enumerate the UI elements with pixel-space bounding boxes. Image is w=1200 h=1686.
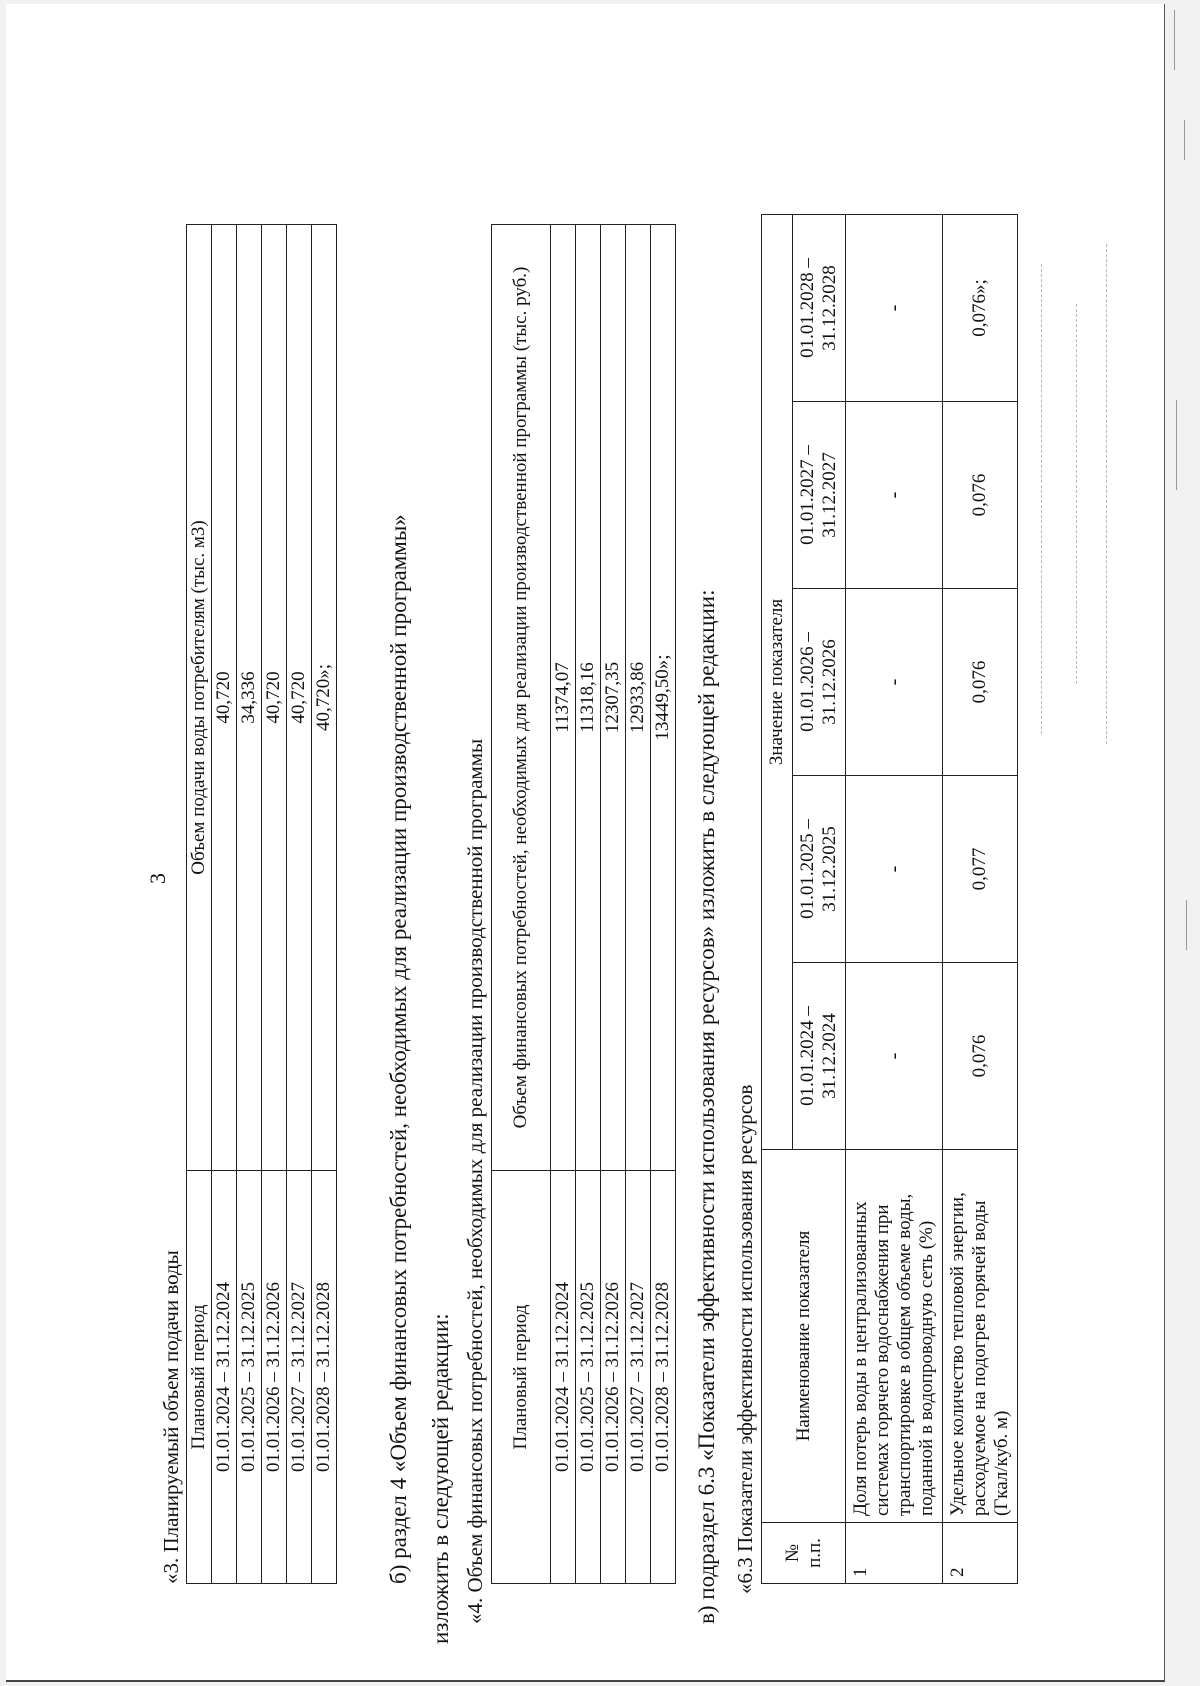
header-period: 01.01.2027 – 31.12.2027 xyxy=(793,402,846,589)
table-row xyxy=(943,215,1018,1584)
value-cell: 13449,50»; xyxy=(651,225,676,1171)
value-cell: - xyxy=(846,589,943,776)
header-value-group: Значение показателя xyxy=(762,215,793,1150)
water-supply-table xyxy=(186,224,337,1584)
value-cell: 40,720»; xyxy=(312,225,337,1171)
value-cell: 0,076 xyxy=(943,402,1018,589)
paragraph-c-line1: в) подраздел 6.3 «Показатели эффективности использования ресурсов» изложить в следующей редакции: xyxy=(694,589,719,1624)
table-row xyxy=(287,225,312,1584)
header-period: 01.01.2024 – 31.12.2024 xyxy=(793,963,846,1150)
header-volume: Объем подачи воды потребителям (тыс. м3) xyxy=(187,225,212,1171)
table-row xyxy=(551,225,576,1584)
table-row xyxy=(651,225,676,1584)
table-row xyxy=(846,215,943,1584)
value-cell: 11374,07 xyxy=(551,225,576,1171)
header-amount: Объем финансовых потребностей, необходимых для реализации производственной программы (тыс. руб.) xyxy=(492,225,551,1171)
value-cell: 12933,86 xyxy=(626,225,651,1171)
value-cell: 40,720 xyxy=(287,225,312,1171)
table-row xyxy=(601,225,626,1584)
value-cell: 0,076 xyxy=(943,963,1018,1150)
header-period: Плановый период xyxy=(187,1171,212,1584)
period-cell: 01.01.2026 – 31.12.2026 xyxy=(601,1171,626,1584)
header-number: № п.п. xyxy=(762,1523,846,1584)
table-header-row xyxy=(492,225,551,1584)
indicator-name: Доля потерь воды в централизованных системах горячего водоснабжения при транспортировке в общем объеме воды, поданной в водопроводную сеть (%) xyxy=(846,1150,943,1523)
value-cell: 34,336 xyxy=(237,225,262,1171)
value-cell: 11318,16 xyxy=(576,225,601,1171)
table-row xyxy=(262,225,287,1584)
value-cell: 40,720 xyxy=(262,225,287,1171)
header-indicator-name: Наименование показателя xyxy=(762,1150,846,1523)
document-page xyxy=(6,4,1165,1682)
period-cell: 01.01.2027 – 31.12.2027 xyxy=(287,1171,312,1584)
value-cell: - xyxy=(846,963,943,1150)
header-period: 01.01.2025 – 31.12.2025 xyxy=(793,776,846,963)
section4-caption: «4. Объем финансовых потребностей, необходимых для реализации производственной программы xyxy=(463,738,487,1624)
indicator-name: Удельное количество тепловой энергии, расходуемое на подогрев горячей воды (Гкал/куб. м) xyxy=(943,1150,1018,1523)
table-row xyxy=(576,225,601,1584)
header-period: Плановый период xyxy=(492,1171,551,1584)
financial-needs-table xyxy=(491,224,676,1584)
value-cell: 0,076 xyxy=(943,589,1018,776)
period-cell: 01.01.2026 – 31.12.2026 xyxy=(262,1171,287,1584)
period-cell: 01.01.2024 – 31.12.2024 xyxy=(212,1171,237,1584)
row-number: 1 xyxy=(846,1523,943,1584)
table-row xyxy=(212,225,237,1584)
period-cell: 01.01.2025 – 31.12.2025 xyxy=(237,1171,262,1584)
table-row xyxy=(312,225,337,1584)
value-cell: 40,720 xyxy=(212,225,237,1171)
edge-mark xyxy=(1184,120,1185,160)
header-period: 01.01.2028 – 31.12.2028 xyxy=(793,215,846,402)
scan-artifact-line xyxy=(1106,244,1108,744)
value-cell: - xyxy=(846,402,943,589)
period-cell: 01.01.2025 – 31.12.2025 xyxy=(576,1171,601,1584)
paragraph-b-line2: изложить в следующей редакции: xyxy=(428,1313,453,1644)
paragraph-b-line1: б) раздел 4 «Объем финансовых потребностей, необходимых для реализации производственной программы» xyxy=(386,514,411,1584)
period-cell: 01.01.2028 – 31.12.2028 xyxy=(651,1171,676,1584)
table-row xyxy=(237,225,262,1584)
period-cell: 01.01.2027 – 31.12.2027 xyxy=(626,1171,651,1584)
value-cell: 0,077 xyxy=(943,776,1018,963)
value-cell: 12307,35 xyxy=(601,225,626,1171)
scan-artifact-line xyxy=(1076,304,1078,684)
table-header-row xyxy=(187,225,212,1584)
period-cell: 01.01.2028 – 31.12.2028 xyxy=(312,1171,337,1584)
edge-mark xyxy=(1174,10,1175,70)
value-cell: - xyxy=(846,776,943,963)
value-cell: 0,076»; xyxy=(943,215,1018,402)
table-header-row xyxy=(762,215,793,1584)
section63-caption: «6.3 Показатели эффективности использования ресурсов xyxy=(733,1084,757,1594)
edge-mark xyxy=(1186,900,1187,950)
edge-mark xyxy=(1176,400,1177,490)
section3-caption: «3. Планируемый объем подачи воды xyxy=(159,1250,183,1584)
page-number: 3 xyxy=(145,873,170,884)
value-cell: - xyxy=(846,215,943,402)
period-cell: 01.01.2024 – 31.12.2024 xyxy=(551,1171,576,1584)
row-number: 2 xyxy=(943,1523,1018,1584)
table-row xyxy=(626,225,651,1584)
header-period: 01.01.2026 – 31.12.2026 xyxy=(793,589,846,776)
scan-artifact-line xyxy=(1041,264,1043,734)
scan-edge-marks xyxy=(1166,0,1196,1686)
resource-efficiency-table xyxy=(761,214,1018,1584)
